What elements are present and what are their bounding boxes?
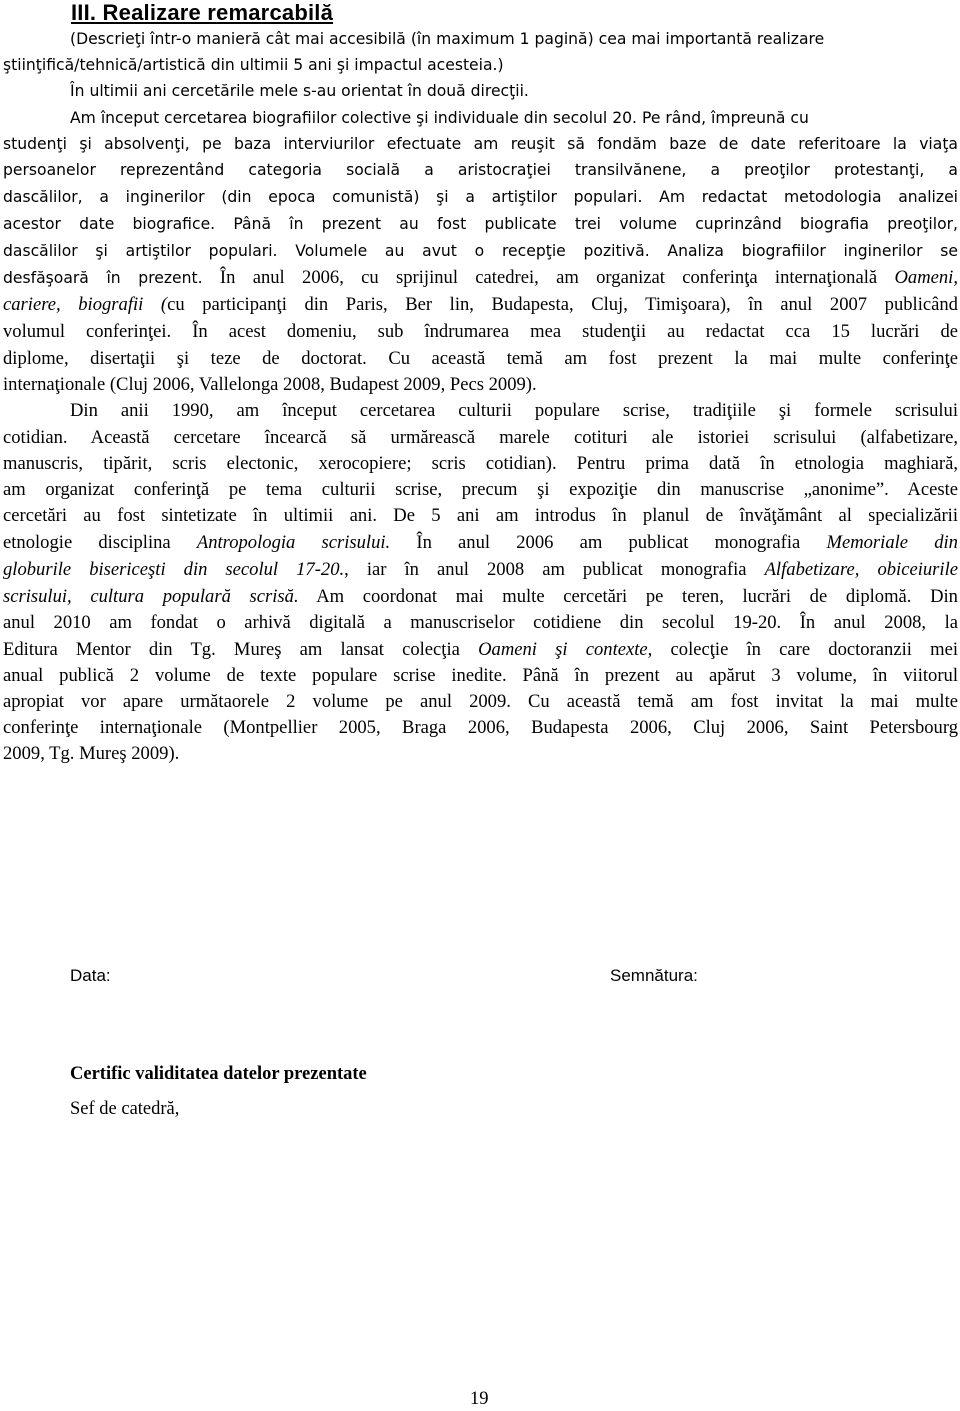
paragraph-2-line: apropiat vor apare următaorele 2 volume pe anul 2009. Cu această temă am fost invitat la mai multe xyxy=(3,691,958,712)
paragraph-1-line: persoanelor reprezentând categoria socială a aristocraţiei transilvănene, a preoţilor protestanţi, a xyxy=(3,161,958,179)
text-span: dascălilor, a inginerilor (din epoca comunistă) şi a artiştilor populari. xyxy=(3,188,643,206)
text-span: Antropologia scrisului. xyxy=(196,532,391,553)
text-span: globurile bisericeşti din secolul 17-20. xyxy=(3,559,345,580)
text-span: Alfabetizare, obiceiurile xyxy=(764,559,958,580)
text-span: În anul 2006, cu sprijinul catedrei, am organizat conferinţa internaţională xyxy=(202,267,895,288)
paragraph-2-line xyxy=(3,636,958,663)
paragraph-2-line xyxy=(3,556,958,583)
text-span: dascălilor şi artiştilor populari. xyxy=(3,242,278,260)
text-span: cu participanţi din Paris, Ber lin, Budapesta, Cluj, Timişoara), în anul 2007 publicând xyxy=(167,294,958,315)
section-title: III. Realizare remarcabilă xyxy=(71,0,334,25)
date-label: Data: xyxy=(70,966,111,985)
certify-statement: Certific validitatea datelor prezentate xyxy=(70,1064,367,1084)
paragraph-2-line: anul 2010 am fondat o arhivă digitală a manuscriselor cotidiene din secolul 19-20. În anul 2008, la xyxy=(3,612,958,633)
text-span: acestor date biografice. xyxy=(3,215,216,233)
paragraph-2-line: manuscris, tipărit, scris electonic, xerocopiere; scris cotidian). Pentru prima dată în etnologia maghiară, xyxy=(3,453,958,474)
paragraph-2-line xyxy=(3,424,958,451)
text-span: diplome, disertaţii şi teze de doctorat. xyxy=(3,348,367,369)
text-span: Volumele au avut o recepţie pozitivă. xyxy=(277,242,650,260)
paragraph-1-line xyxy=(3,291,958,318)
text-span: Editura Mentor din Tg. Mureş am lansat colecţia xyxy=(3,639,479,660)
paragraph-2-line xyxy=(3,529,958,556)
paragraph-2-line xyxy=(3,583,958,610)
paragraph-2-line: 2009, Tg. Mureş 2009). xyxy=(3,743,180,764)
intro-line-2: ştiinţifică/tehnică/artistică din ultimii 5 ani şi impactul acesteia.) xyxy=(3,56,504,74)
paragraph-1-line xyxy=(3,318,958,345)
paragraph-2-line: conferinţe internaţionale (Montpellier 2005, Braga 2006, Budapesta 2006, Cluj 2006, Saint Petersbourg xyxy=(3,717,958,738)
text-span: desfăşoară în prezent. xyxy=(3,269,203,287)
paragraph-1-line xyxy=(3,264,958,291)
text-span: , iar în anul 2008 am publicat monografia xyxy=(344,559,765,580)
text-span: Am început cercetarea biografiilor colective şi individuale din secolul 20. xyxy=(70,109,638,127)
text-span: În acest domeniu, sub îndrumarea mea studenţii au redactat cca 15 lucrări de xyxy=(171,321,959,342)
text-span: Memoriale din xyxy=(826,532,958,553)
text-span: Până în prezent au fost publicate trei volume cuprinzând biografia preoţilor, xyxy=(215,215,958,233)
text-span: cariere, biografii ( xyxy=(3,294,168,315)
paragraph-1-line xyxy=(3,104,958,131)
text-span: etnologie disciplina xyxy=(3,532,197,553)
text-span: Am redactat metodologia analizei xyxy=(642,188,959,206)
page-number: 19 xyxy=(470,1389,489,1409)
text-span: Această cercetare încearcă să urmărească marele cotituri ale istoriei scrisului (alfabetizare, xyxy=(67,427,958,448)
text-span: Cu această temă am fost prezent la mai multe conferinţe xyxy=(366,348,958,369)
text-span: Pe rând, împreună cu xyxy=(637,109,809,127)
paragraph-2-line: Din anii 1990, am început cercetarea culturii populare scrise, tradiţiile şi formele scrisului xyxy=(70,400,958,421)
intro-line-1: (Descrieţi într-o manieră cât mai accesibilă (în maximum 1 pagină) cea mai importantă realizare xyxy=(70,30,825,48)
signature-label: Semnătura: xyxy=(610,966,698,985)
document-body xyxy=(3,26,958,767)
text-span: volumul conferinţei. xyxy=(3,321,172,342)
text-span: Oameni şi contexte, xyxy=(478,639,653,660)
paragraph-1-line: studenţi şi absolvenţi, pe baza interviurilor efectuate am reuşit să fondăm baze de date referitoare la viaţa xyxy=(3,135,958,153)
paragraph-1-line xyxy=(3,210,958,237)
text-span: colecţie în care doctoranzii mei xyxy=(652,639,958,660)
paragraph-1-line xyxy=(3,237,958,264)
intro-line-3: În ultimii ani cercetările mele s-au orientat în două direcţii. xyxy=(70,82,529,100)
text-span: În anul 2006 am publicat monografia xyxy=(390,532,827,553)
paragraph-2-line: am organizat conferinţă pe tema culturii scrise, precum şi expoziţie din manuscrise „anonime”. Aceste xyxy=(3,479,958,500)
paragraph-1-line xyxy=(3,183,958,210)
paragraph-1-line: internaţionale (Cluj 2006, Vallelonga 2008, Budapest 2009, Pecs 2009). xyxy=(3,374,537,395)
head-of-department-label: Sef de catedră, xyxy=(70,1099,180,1119)
text-span: cotidian. xyxy=(3,427,68,448)
text-span: Oameni, xyxy=(894,267,958,288)
text-span: Analiza biografiilor inginerilor se xyxy=(649,242,958,260)
paragraph-1-line xyxy=(3,345,958,372)
text-span: Am coordonat mai multe cercetări pe teren, lucrări de diplomă. Din xyxy=(298,586,958,607)
paragraph-2-line: cercetări au fost sintetizate în ultimii ani. De 5 ani am introdus în planul de învăţământ al specializării xyxy=(3,505,958,526)
paragraph-2-line: anual publică 2 volume de texte populare scrise inedite. Până în prezent au apărut 3 volume, în viitorul xyxy=(3,665,958,686)
text-span: scrisului, cultura populară scrisă. xyxy=(3,586,299,607)
